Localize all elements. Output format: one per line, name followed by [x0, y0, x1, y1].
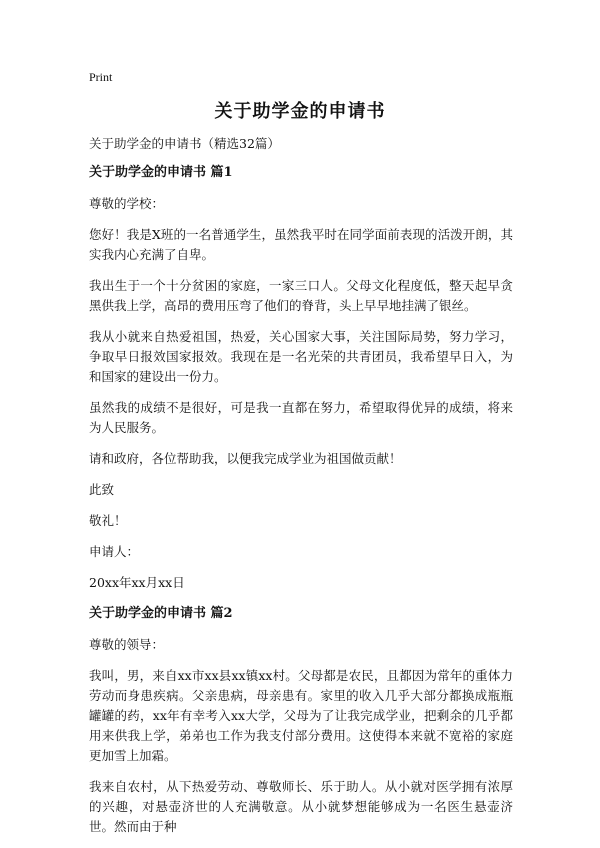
closing-line: 此致: [89, 482, 115, 497]
paragraph: 虽然我的成绩不是很好，可是我一直都在努力，希望取得优异的成绩，将来为人民服务。: [89, 400, 513, 435]
salutation-2: 尊敬的领导：: [89, 637, 165, 652]
section-heading-1: 关于助学金的申请书 篇1: [89, 165, 233, 180]
paragraph: 我从小就来自热爱祖国，热爱，关心国家大事，关注国际局势，努力学习，争取早日报效国家报效。我现在是一名光荣的共青团员，我希望早日入，为和国家的建设出一份力。: [89, 329, 513, 384]
document-subtitle: 关于助学金的申请书（精选32篇）: [89, 136, 280, 151]
paragraph: 我出生于一个十分贫困的家庭，一家三口人。父母文化程度低，整天起早贪黑供我上学，高昂的费用压弯了他们的脊背，头上早早地挂满了银丝。: [89, 278, 513, 313]
paragraph: 您好！我是X班的一名普通学生，虽然我平时在同学面前表现的活泼开朗，其实我内心充满了自卑。: [89, 227, 513, 262]
date-line: 20xx年xx月xx日: [89, 575, 185, 590]
applicant-line: 申请人：: [89, 544, 140, 559]
salutation-1: 尊敬的学校：: [89, 196, 165, 211]
paragraph: 我来自农村，从下热爱劳动、尊敬师长、乐于助人。从小就对医学拥有浓厚的兴趣，对悬壶济世的人充满敬意。从小就梦想能够成为一名医生悬壶济世。然而由于种: [89, 779, 513, 834]
paragraph: 请和政府，各位帮助我，以便我完成学业为祖国做贡献！: [89, 451, 402, 466]
document-title: 关于助学金的申请书: [214, 101, 386, 122]
closing-line: 敬礼！: [89, 513, 127, 528]
print-label: Print: [89, 70, 113, 84]
section-heading-2: 关于助学金的申请书 篇2: [89, 606, 233, 621]
paragraph: 我叫，男，来自xx市xx县xx镇xx村。父母都是农民，且都因为常年的重体力劳动而身患疾病。父亲患病，母亲患有。家里的收入几乎大部分都换成瓶瓶罐罐的药，xx年有幸考入xx大学，父母为了让我完成学业，把剩余的几乎都用来供我上学，弟弟也工作为我支付部分费用。这使得本来就不宽裕的家庭更加雪上加霜。: [89, 668, 513, 763]
document-body: [89, 134, 513, 848]
